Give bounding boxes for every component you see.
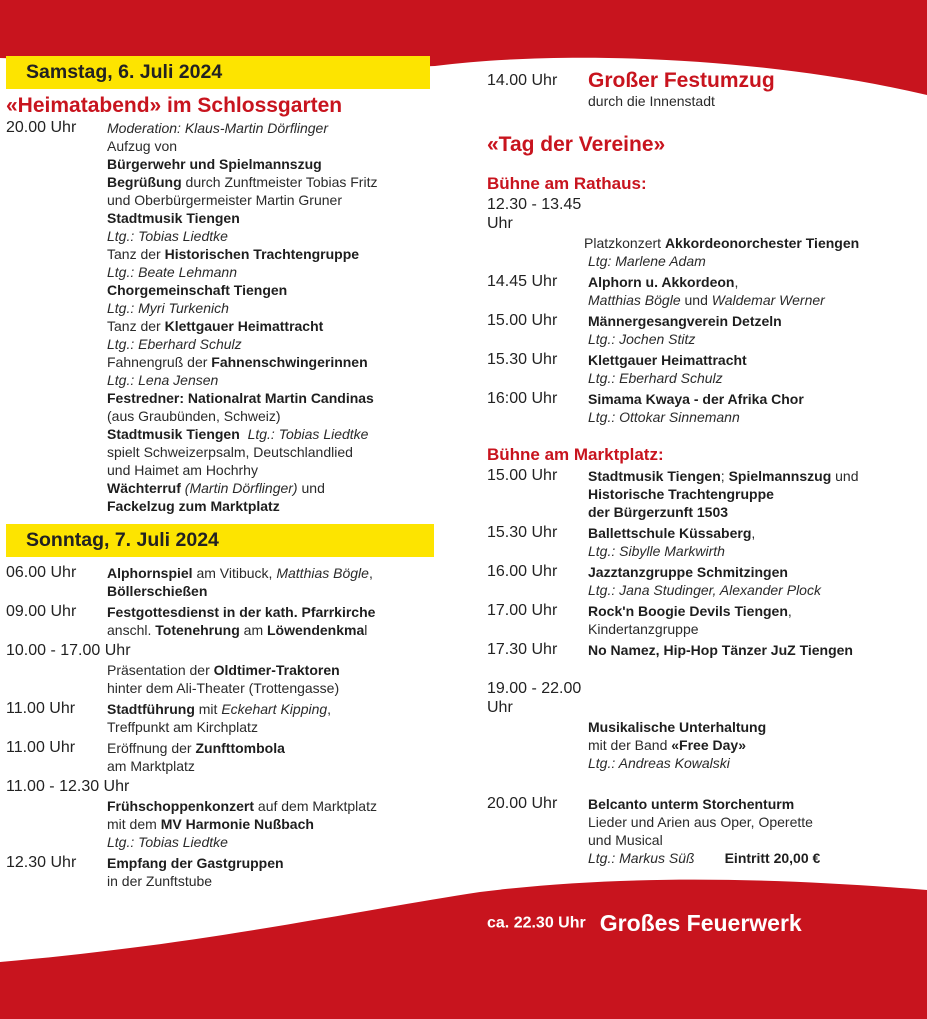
event-details: Alphorn u. Akkordeon, Matthias Bögle und Waldemar Werner: [588, 274, 825, 308]
rathaus-event: [487, 311, 923, 348]
event-details: Stadtführung mit Eckehart Kipping, Treffpunkt am Kirchplatz: [107, 701, 332, 735]
rathaus-event: [487, 272, 923, 309]
event-time: 17.00 Uhr: [487, 602, 558, 619]
event-details: Simama Kwaya - der Afrika Chor Ltg.: Ottokar Sinnemann: [588, 391, 804, 425]
belcanto-event: [487, 794, 923, 867]
stage-heading-rathaus: Bühne am Rathaus:: [487, 174, 647, 193]
admission-price: Eintritt 20,00 €: [724, 850, 821, 866]
event-details: Musikalische Unterhaltung mit der Band «Free Day» Ltg.: Andreas Kowalski: [588, 719, 767, 771]
sunday-event: [6, 777, 436, 851]
event-time: 14.00 Uhr: [487, 72, 558, 89]
stage-heading-marktplatz: Bühne am Marktplatz:: [487, 445, 664, 464]
event-details: Belcanto unterm Storchenturm Lieder und Arien aus Oper, Operette und Musical Ltg.: Markus Süß Eintritt 20,00 €: [588, 796, 821, 866]
event-time: 20.00 Uhr: [6, 119, 77, 136]
marktplatz-event: [487, 601, 923, 638]
event-details: Männergesangverein Detzeln Ltg.: Jochen Stitz: [588, 313, 782, 347]
event-time: 12.30 - 13.45 Uhr: [487, 196, 582, 232]
marktplatz-event: [487, 562, 923, 599]
rathaus-event: [487, 350, 923, 387]
fireworks-title: Großes Feuerwerk: [599, 910, 802, 936]
fireworks-time: ca. 22.30 Uhr: [487, 914, 586, 932]
sunday-event: [6, 602, 436, 639]
event-details: Eröffnung der Zunfttombola am Marktplatz: [107, 740, 285, 774]
event-details: Platzkonzert Akkordeonorchester Tiengen Ltg: Marlene Adam: [584, 235, 860, 269]
event-details: Präsentation der Oldtimer-Traktoren hinter dem Ali-Theater (Trottengasse): [107, 662, 340, 696]
unterhaltung-event: [487, 679, 923, 772]
marktplatz-event: [487, 466, 923, 521]
sunday-banner: Sonntag, 7. Juli 2024: [6, 524, 434, 557]
event-details: Jazztanzgruppe Schmitzingen Ltg.: Jana Studinger, Alexander Plock: [588, 564, 821, 598]
event-details: Empfang der Gastgruppen in der Zunftstube: [107, 855, 284, 889]
sunday-event: [6, 699, 436, 736]
marktplatz-event: [487, 640, 923, 659]
event-time: 15.00 Uhr: [487, 312, 558, 329]
saturday-banner: Samstag, 6. Juli 2024: [6, 56, 430, 89]
sunday-event: [6, 853, 436, 890]
festumzug-title: Großer Festumzug: [588, 69, 775, 92]
event-time: 15.00 Uhr: [487, 467, 558, 484]
sunday-event: [6, 641, 436, 697]
fireworks-line: [487, 910, 802, 937]
event-details: Rock'n Boogie Devils Tiengen, Kindertanzgruppe: [588, 603, 792, 637]
event-details: Festgottesdienst in der kath. Pfarrkirche anschl. Totenehrung am Löwendenkmal: [107, 604, 376, 638]
event-time: 10.00 - 17.00 Uhr: [6, 642, 131, 659]
rathaus-event: [487, 195, 923, 270]
event-details: Klettgauer Heimattracht Ltg.: Eberhard Schulz: [588, 352, 747, 386]
event-time: 16:00 Uhr: [487, 390, 558, 407]
event-details: Frühschoppenkonzert auf dem Marktplatz mit dem MV Harmonie Nußbach Ltg.: Tobias Liedtke: [107, 798, 377, 850]
sunday-event: [6, 738, 436, 775]
festumzug-event: [487, 70, 923, 110]
event-details: No Namez, Hip-Hop Tänzer JuZ Tiengen: [588, 642, 853, 658]
tag-der-vereine-title: «Tag der Vereine»: [487, 133, 666, 156]
heimatabend-title: «Heimatabend» im Schlossgarten: [6, 94, 343, 117]
event-details: Ballettschule Küssaberg, Ltg.: Sibylle Markwirth: [588, 525, 756, 559]
right-column: [487, 70, 923, 867]
event-details: Großer Festumzug durch die Innenstadt: [588, 70, 923, 110]
event-time: 11.00 Uhr: [6, 700, 76, 717]
event-time: 11.00 Uhr: [6, 739, 76, 756]
event-time: 16.00 Uhr: [487, 563, 558, 580]
event-time: 15.30 Uhr: [487, 524, 558, 541]
event-time: 09.00 Uhr: [6, 603, 77, 620]
saturday-event: [6, 118, 436, 515]
event-time: 17.30 Uhr: [487, 641, 558, 658]
event-time: 14.45 Uhr: [487, 273, 558, 290]
event-details: Moderation: Klaus-Martin Dörflinger Aufzug von Bürgerwehr und Spielmannszug Begrüßung durch Zunftmeister Tobias Fritz und Oberbürgermeister Martin Gruner Stadtmusik Tiengen Ltg.: Tobias Liedtke Tanz der Historischen Trachtengruppe Ltg.: Beate Lehmann Chorgemeinschaft Tiengen Ltg.: Myri Turkenich Tanz der Klettgauer Heimattracht Ltg.: Eberhard Schulz Fahnengruß der Fahnenschwingerinnen Ltg.: Lena Jensen Festredner: Nationalrat Martin Candinas (aus Graubünden, Schweiz) Stadtmusik Tiengen Ltg.: Tobias Liedtke spielt Schweizerpsalm, Deutschlandlied und Haimet am Hochrhy Wächterruf (Martin Dörflinger) und Fackelzug zum Marktplatz: [107, 120, 378, 514]
event-time: 06.00 Uhr: [6, 564, 77, 581]
event-time: 12.30 Uhr: [6, 854, 77, 871]
rathaus-event: [487, 389, 923, 426]
left-column: [6, 56, 436, 890]
event-time: 11.00 - 12.30 Uhr: [6, 778, 130, 795]
marktplatz-event: [487, 523, 923, 560]
event-details: Stadtmusik Tiengen; Spielmannszug und Historische Trachtengruppe der Bürgerzunft 1503: [588, 468, 859, 520]
event-time: 15.30 Uhr: [487, 351, 558, 368]
event-time: 20.00 Uhr: [487, 795, 558, 812]
sunday-event: [6, 563, 436, 600]
event-details: Alphornspiel am Vitibuck, Matthias Bögle, Böllerschießen: [107, 565, 373, 599]
event-time: 19.00 - 22.00 Uhr: [487, 680, 582, 716]
